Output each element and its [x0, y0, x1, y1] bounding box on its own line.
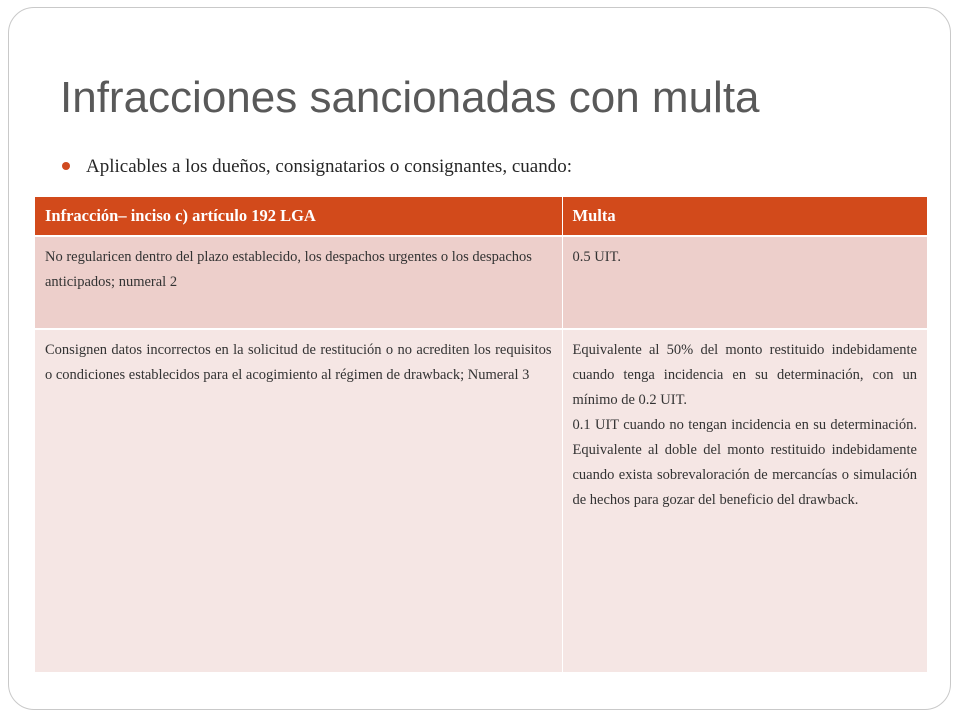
multa-text: Equivalente al 50% del monto restituido indebidamente cuando tenga incidencia en su determinación, con un mínimo de 0.2 UIT.	[572, 342, 917, 408]
bullet-item	[62, 156, 572, 178]
header-multa: Multa	[562, 197, 927, 236]
multa-text: 0.5 UIT.	[572, 249, 621, 265]
header-infraccion: Infracción– inciso c) artículo 192 LGA	[35, 197, 562, 236]
multa-cell	[562, 329, 927, 672]
table-row	[35, 236, 927, 329]
table-row	[35, 329, 927, 672]
table-header-row	[35, 197, 927, 236]
multa-text: 0.1 UIT cuando no tengan incidencia en su determinación. Equivalente al doble del monto restituido indebidamente cuando exista sobrevaloración de mercancías o simulación de hechos para gozar del beneficio del drawback.	[572, 417, 917, 508]
infraccion-cell: No regularicen dentro del plazo establecido, los despachos urgentes o los despachos anticipados; numeral 2	[35, 236, 562, 329]
fines-table	[35, 197, 927, 672]
multa-cell	[562, 236, 927, 329]
bullet-dot-icon	[62, 162, 70, 170]
infraccion-cell: Consignen datos incorrectos en la solicitud de restitución o no acrediten los requisitos o condiciones establecidos para el acogimiento al régimen de drawback; Numeral 3	[35, 329, 562, 672]
slide-title: Infracciones sancionadas con multa	[60, 73, 760, 122]
bullet-text: Aplicables a los dueños, consignatarios o consignantes, cuando:	[86, 156, 572, 177]
